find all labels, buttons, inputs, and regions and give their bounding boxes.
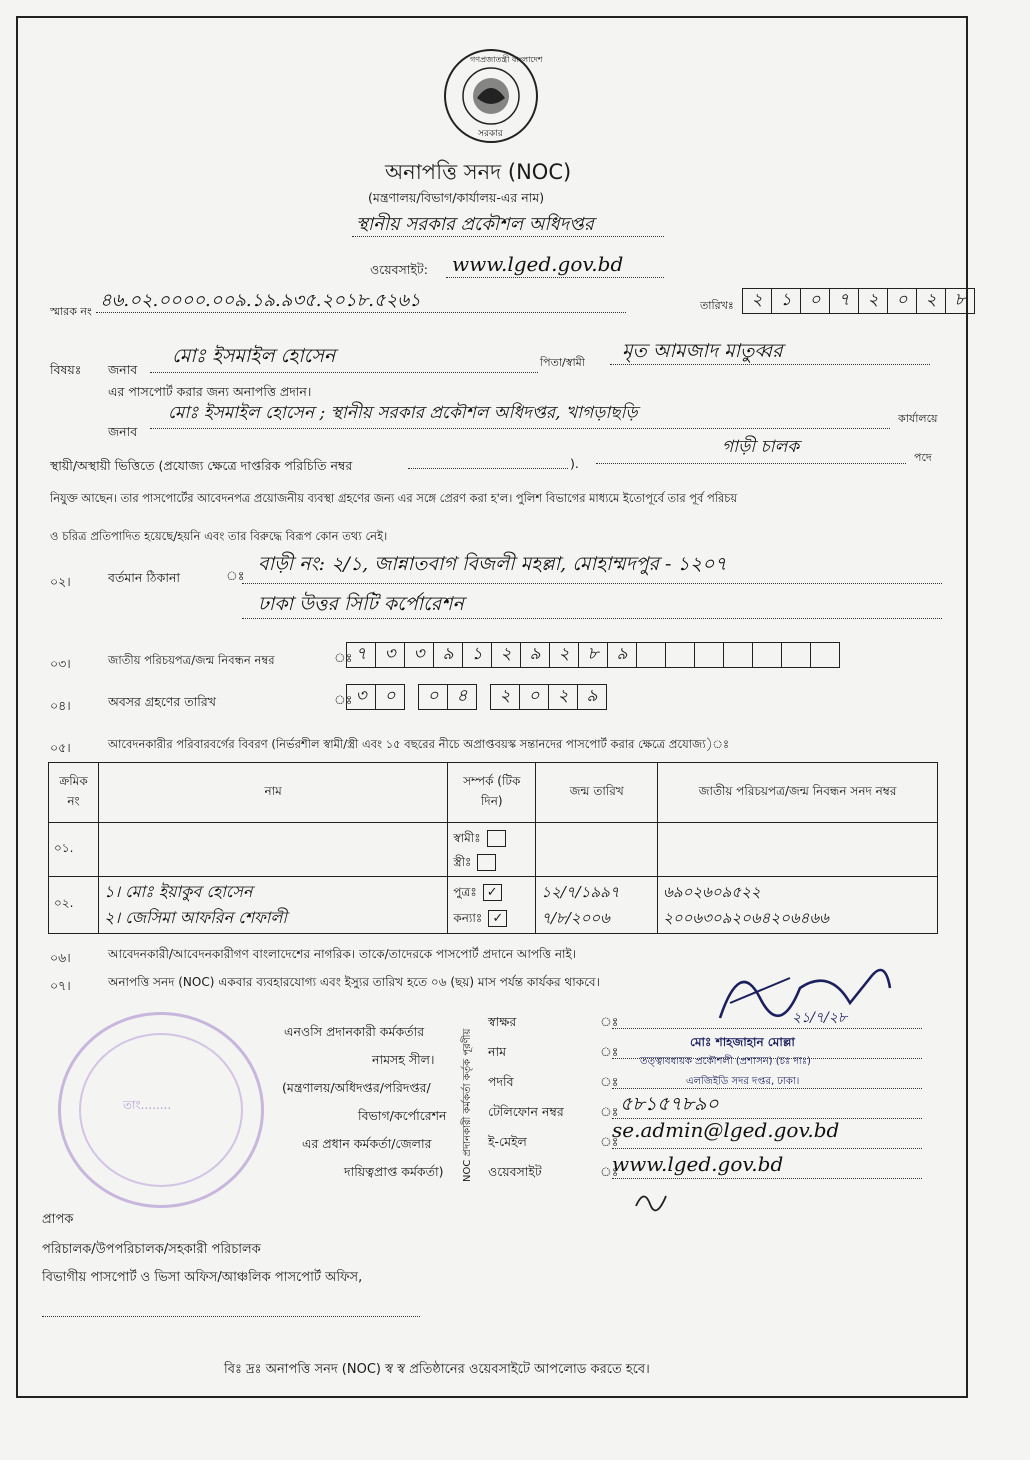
footer-note: বিঃ দ্রঃ অনাপত্তি সনদ (NOC) স্ব স্ব প্রতিষ্ঠানের ওয়েবসাইটে আপলোড করতে হবে। bbox=[224, 1362, 650, 1377]
child2-name: ২। জেসিমা আফরিন শেফালী bbox=[103, 908, 287, 927]
post-suffix: পদে bbox=[914, 451, 932, 464]
subject-janab-label: জনাব bbox=[108, 362, 138, 377]
header-dob: জন্ম তারিখ bbox=[536, 763, 658, 823]
table-row bbox=[49, 877, 938, 934]
item06-text: আবেদনকারী/আবেদনকারীগণ বাংলাদেশের নাগরিক। তাকে/তাদেরকে পাসপোর্ট প্রদানে আপত্তি নাই। bbox=[108, 947, 577, 961]
officer-office: এলজিইডি সদর দপ্তর, ঢাকা। bbox=[686, 1076, 800, 1087]
item03-label: জাতীয় পরিচয়পত্র/জন্ম নিবন্ধন নম্বর bbox=[108, 653, 275, 667]
field-email-label: ই-মেইল bbox=[488, 1134, 527, 1149]
family-table-header bbox=[49, 763, 938, 823]
husband-checkbox[interactable] bbox=[487, 830, 506, 847]
subject-line2: এর পাসপোর্ট করার জন্য অনাপত্তি প্রদান। bbox=[108, 384, 312, 399]
retirement-year-boxes: ২ ০ ২ ৯ bbox=[490, 684, 607, 710]
body-janab-label: জনাব bbox=[108, 424, 138, 439]
website-value: www.lged.gov.bd bbox=[452, 252, 624, 276]
retirement-day-boxes: ৩ ০ bbox=[346, 684, 405, 710]
child1-nid: ৬৯০২৬০৯৫২২ bbox=[663, 883, 761, 901]
recipient-label: প্রাপক bbox=[42, 1212, 74, 1227]
officer-title: তত্ত্বাবধায়ক প্রকৌশলী (প্রশাসন) (চঃ দাঃ) bbox=[640, 1056, 811, 1067]
stamp-date-text: তাং........ bbox=[123, 1098, 172, 1112]
address-line1: বাড়ী নং: ২/১, জান্নাতবাগ বিজলী মহল্লা, মোহাম্মদপুর - ১২০৭ bbox=[258, 553, 727, 575]
item03-number: ০৩। bbox=[50, 656, 71, 671]
row2-relation bbox=[448, 877, 536, 934]
row1-nid bbox=[658, 823, 938, 877]
vertical-note: NOC প্রদানকারী কর্মকর্তা কর্তৃক পূরণীয় bbox=[462, 1028, 473, 1182]
field-name-label: নাম bbox=[488, 1044, 507, 1059]
father-label: পিতা/স্বামী bbox=[540, 356, 585, 369]
relation-husband-label: স্বামীঃ bbox=[453, 830, 481, 845]
date-label: তারিখঃ bbox=[700, 299, 734, 312]
designation: গাড়ী চালক bbox=[722, 437, 800, 457]
row2-serial: ০২. bbox=[49, 877, 99, 934]
recipient-line2: বিভাগীয় পাসপোর্ট ও ভিসা অফিস/আঞ্চলিক পাসপোর্ট অফিস, bbox=[42, 1270, 363, 1285]
field-signature-label: স্বাক্ষর bbox=[488, 1014, 517, 1029]
address-line2: ঢাকা উত্তর সিটি কর্পোরেশন bbox=[258, 593, 464, 615]
item02-label: বর্তমান ঠিকানা bbox=[108, 570, 181, 585]
item04-number: ০৪। bbox=[50, 698, 71, 713]
website-label: ওয়েবসাইট: bbox=[370, 262, 428, 277]
sig-left-line3: (মন্ত্রণালয়/অধিদপ্তর/পরিদপ্তর/ bbox=[282, 1080, 431, 1095]
field-phone-label: টেলিফোন নম্বর bbox=[488, 1104, 564, 1119]
row1-name bbox=[98, 823, 447, 877]
emblem-bottom-text: সরকার bbox=[478, 129, 503, 139]
officer-email: se.admin@lged.gov.bd bbox=[612, 1118, 840, 1142]
header-serial: ক্রমিক নং bbox=[49, 763, 99, 823]
child2-nid: ২০০৬৩০৯২০৬৪২০৬৪৬৬ bbox=[663, 909, 829, 927]
item06-number: ০৬। bbox=[50, 950, 71, 965]
permanent-label: স্থায়ী/অস্থায়ী ভিত্তিতে (প্রযোজ্য ক্ষেত্রে দাপ্তরিক পরিচিতি নম্বর bbox=[50, 458, 353, 473]
relation-daughter-label: কন্যাঃ bbox=[453, 911, 483, 925]
noc-document: গণপ্রজাতন্ত্রী বাংলাদেশ সরকার অনাপত্তি সনদ (NOC) (মন্ত্রণালয়/বিভাগ/কার্যালয়-এর নাম) স্থানীয় সরকার প্রকৌশল অধিদপ্তর ওয়েবসাইট: www.lged.gov.bd স্মারক নং ৪৬.০২.০০০০.০০৯.১৯.৯৩৫.২০১৮.৫২৬১ তারিখঃ ২ ১ ০ ৭ ২ ০ ২ ৮ বিষয়ঃ জনাব মোঃ ইসমাইল হোসেন পিতা/স্বামী মৃত আমজাদ মাতুব্বর এর পাসপোর্ট করার জন্য অনাপত্তি প্রদান। জনাব মোঃ ইসমাইল হোসেন ; স্থানীয় সরকার প্রকৌশল অধিদপ্তর, খাগড়াছড়ি কার্যালয়ে স্থায়ী/অস্থায়ী ভিত্তিতে (প্রযোজ্য ক্ষেত্রে দাপ্তরিক পরিচিতি নম্বর ). গাড়ী চালক পদে নিযুক্ত আছেন। তার পাসপোর্টের আবেদনপত্র প্রয়োজনীয় ব্যবস্থা গ্রহণের জন্য এর সঙ্গে প্রেরণ করা হ'ল। পুলিশ বিভাগের মাধ্যমে ইতোপূর্বে তার পূর্ব পরিচয় ও চরিত্র প্রতিপাদিত হয়েছে/হয়নি এবং তার বিরুদ্ধে বিরূপ কোন তথ্য নেই। ০২। বর্তমান ঠিকানা ঃ বাড়ী নং: ২/১, জান্নাতবাগ বিজলী মহল্লা, মোহাম্মদপুর - ১২০৭ ঢাকা উত্তর সিটি কর্পোরেশন ০৩। জাতীয় পরিচয়পত্র/জন্ম নিবন্ধন নম্বর ঃ ৭ ৩ ৩ ৯ ১ ২ ৯ ২ ৮ ৯ ০৪। অবসর গ্রহণের তারিখ ঃ ৩ ০ ০ ৪ ২ ০ ২ ৯ ০৫। আবেদনকারীর পরিবারবর্গের বিবরণ (নির্ভরশীল স্বামী/স্ত্রী এবং ১৫ বছরের নীচে অপ্রাপ্তবয়স্ক সন্তানদের পাসপোর্ট করার ক্ষেত্রে প্রযোজ্য)ঃ ক্রমিক নং নাম সম্পর্ক (টিক দিন) জন্ম তারিখ জাতীয় পরিচয়পত্র/জন্ম নিবন্ধন সনদ নম্বর ০১. স্বামীঃ স্ত্রীঃ ০২. ১। মোঃ ইয়াকুব হোসেন ২। জেসিমা আফরিন শেফালী পুত্রঃ ✓ কন্যাঃ ✓ ১২/৭/১৯৯৭ ৭/৮/২০০৬ ৬৯০২৬০৯৫২২ ২০০৬৩০৯২০৬৪২০৬৪৬৬ ০৬। আবেদনকারী/আবেদনকারীগণ বাংলাদেশের নাগরিক। তাকে/তাদেরকে পাসপোর্ট প্রদানে আপত্তি নাই। ০৭। অনাপত্তি সনদ (NOC) একবার ব্যবহারযোগ্য এবং ইস্যুর তারিখ হতে ০৬ (ছয়) মাস পর্যন্ত কার্যকর থাকবে। তাং........ এনওসি প্রদানকারী কর্মকর্তার নামসহ সীল। (মন্ত্রণালয়/অধিদপ্তর/পরিদপ্তর/ বিভাগ/কর্পোরেশন এর প্রধান কর্মকর্তা/জেলার দায়িত্বপ্রাপ্ত কর্মকর্তা) NOC প্রদানকারী কর্মকর্তা কর্তৃক পূরণীয় স্বাক্ষর নাম পদবি টেলিফোন নম্বর ই-মেইল ওয়েবসাইট ঃ ঃ ঃ ঃ ঃ ঃ ২১/৭/২৮ মোঃ শাহজাহান মোল্লা তত্ত্বাবধায়ক প্রকৌশলী (প্রশাসন) (চঃ দাঃ) এলজিইডি সদর দপ্তর, ঢাকা। ৫৮১৫৭৮৯০ se.admin@lged.gov.bd www.lged.gov.bd প্রাপক পরিচালক/উপপরিচালক/সহকারী পরিচালক বিভাগীয় পাসপোর্ট ও ভিসা অফিস/আঞ্চলিক পাসপোর্ট অফিস, বিঃ দ্রঃ অনাপত্তি সনদ (NOC) স্ব স্ব প্রতিষ্ঠানের ওয়েবসাইটে আপলোড করতে হবে। bbox=[0, 0, 1030, 1460]
child1-dob: ১২/৭/১৯৯৭ bbox=[541, 883, 620, 901]
relation-son-label: পুত্রঃ bbox=[453, 885, 477, 899]
sig-left-line2: নামসহ সীল। bbox=[372, 1052, 435, 1067]
memo-date-boxes: ২ ১ ০ ৭ ২ ০ ২ ৮ bbox=[742, 288, 975, 314]
initial-mark bbox=[632, 1186, 672, 1214]
row1-relation bbox=[448, 823, 536, 877]
memo-label: স্মারক নং bbox=[50, 305, 92, 318]
table-row bbox=[49, 823, 938, 877]
sign-date: ২১/৭/২৮ bbox=[792, 1010, 847, 1026]
memo-number: ৪৬.০২.০০০০.০০৯.১৯.৯৩৫.২০১৮.৫২৬১ bbox=[100, 290, 421, 311]
item05-label: আবেদনকারীর পরিবারবর্গের বিবরণ (নির্ভরশীল স্বামী/স্ত্রী এবং ১৫ বছরের নীচে অপ্রাপ্তবয়স্ক সন্তানদের পাসপোর্ট করার ক্ষেত্রে প্রযোজ্য)ঃ bbox=[108, 737, 730, 751]
header-nid: জাতীয় পরিচয়পত্র/জন্ম নিবন্ধন সনদ নম্বর bbox=[658, 763, 938, 823]
field-website-label: ওয়েবসাইট bbox=[488, 1164, 542, 1179]
office-round-stamp bbox=[58, 1012, 264, 1208]
item04-label: অবসর গ্রহণের তারিখ bbox=[108, 694, 216, 709]
recipient-line1: পরিচালক/উপপরিচালক/সহকারী পরিচালক bbox=[42, 1242, 261, 1257]
row1-serial: ০১. bbox=[49, 823, 99, 877]
paragraph-line2: ও চরিত্র প্রতিপাদিত হয়েছে/হয়নি এবং তার বিরুদ্ধে বিরূপ কোন তথ্য নেই। bbox=[50, 529, 388, 543]
paragraph-line1: নিযুক্ত আছেন। তার পাসপোর্টের আবেদনপত্র প্রয়োজনীয় ব্যবস্থা গ্রহণের জন্য এর সঙ্গে প্রেরণ করা হ'ল। পুলিশ বিভাগের মাধ্যমে ইতোপূর্বে তার পূর্ব পরিচয় bbox=[50, 491, 738, 505]
officer-name: মোঃ শাহজাহান মোল্লা bbox=[690, 1035, 795, 1049]
father-name: মৃত আমজাদ মাতুব্বর bbox=[622, 340, 783, 362]
row1-dob bbox=[536, 823, 658, 877]
officer-phone: ৫৮১৫৭৮৯০ bbox=[620, 1093, 719, 1115]
applicant-name: মোঃ ইসমাইল হোসেন bbox=[172, 345, 336, 367]
son-checkbox[interactable]: ✓ bbox=[483, 884, 502, 901]
item02-number: ০২। bbox=[50, 574, 71, 589]
row2-names bbox=[98, 877, 447, 934]
office-suffix: কার্যালয়ে bbox=[898, 412, 938, 425]
family-table bbox=[48, 762, 938, 934]
retirement-month-boxes: ০ ৪ bbox=[418, 684, 477, 710]
item07-text: অনাপত্তি সনদ (NOC) একবার ব্যবহারযোগ্য এবং ইস্যুর তারিখ হতে ০৬ (ছয়) মাস পর্যন্ত কার্যকর থাকবে। bbox=[108, 975, 600, 989]
header-relation: সম্পর্ক (টিক দিন) bbox=[448, 763, 536, 823]
subject-label: বিষয়ঃ bbox=[50, 362, 82, 377]
emblem-top-text: গণপ্রজাতন্ত্রী বাংলাদেশ bbox=[470, 55, 543, 64]
officer-website: www.lged.gov.bd bbox=[612, 1152, 784, 1176]
field-designation-label: পদবি bbox=[488, 1074, 514, 1089]
sig-left-line1: এনওসি প্রদানকারী কর্মকর্তার bbox=[284, 1024, 425, 1039]
sig-left-line6: দায়িত্বপ্রাপ্ত কর্মকর্তা) bbox=[344, 1164, 444, 1179]
nid-number-boxes: ৭ ৩ ৩ ৯ ১ ২ ৯ ২ ৮ ৯ bbox=[346, 642, 840, 668]
row2-nid bbox=[658, 877, 938, 934]
document-subtitle: (মন্ত্রণালয়/বিভাগ/কার্যালয়-এর নাম) bbox=[368, 190, 545, 205]
child2-dob: ৭/৮/২০০৬ bbox=[541, 909, 610, 927]
body-janab-value: মোঃ ইসমাইল হোসেন ; স্থানীয় সরকার প্রকৌশল অধিদপ্তর, খাগড়াছড়ি bbox=[168, 403, 638, 423]
item07-number: ০৭। bbox=[50, 978, 71, 993]
office-name: স্থানীয় সরকার প্রকৌশল অধিদপ্তর bbox=[356, 214, 594, 235]
header-name: নাম bbox=[98, 763, 447, 823]
relation-wife-label: স্ত্রীঃ bbox=[453, 854, 472, 869]
row2-dob bbox=[536, 877, 658, 934]
sig-left-line5: এর প্রধান কর্মকর্তা/জেলার bbox=[302, 1136, 432, 1151]
sig-left-line4: বিভাগ/কর্পোরেশন bbox=[358, 1108, 447, 1123]
wife-checkbox[interactable] bbox=[477, 854, 496, 871]
document-title: অনাপত্তি সনদ (NOC) bbox=[385, 160, 572, 184]
item05-number: ০৫। bbox=[50, 740, 71, 755]
child1-name: ১। মোঃ ইয়াকুব হোসেন bbox=[103, 882, 253, 901]
daughter-checkbox[interactable]: ✓ bbox=[488, 910, 507, 927]
